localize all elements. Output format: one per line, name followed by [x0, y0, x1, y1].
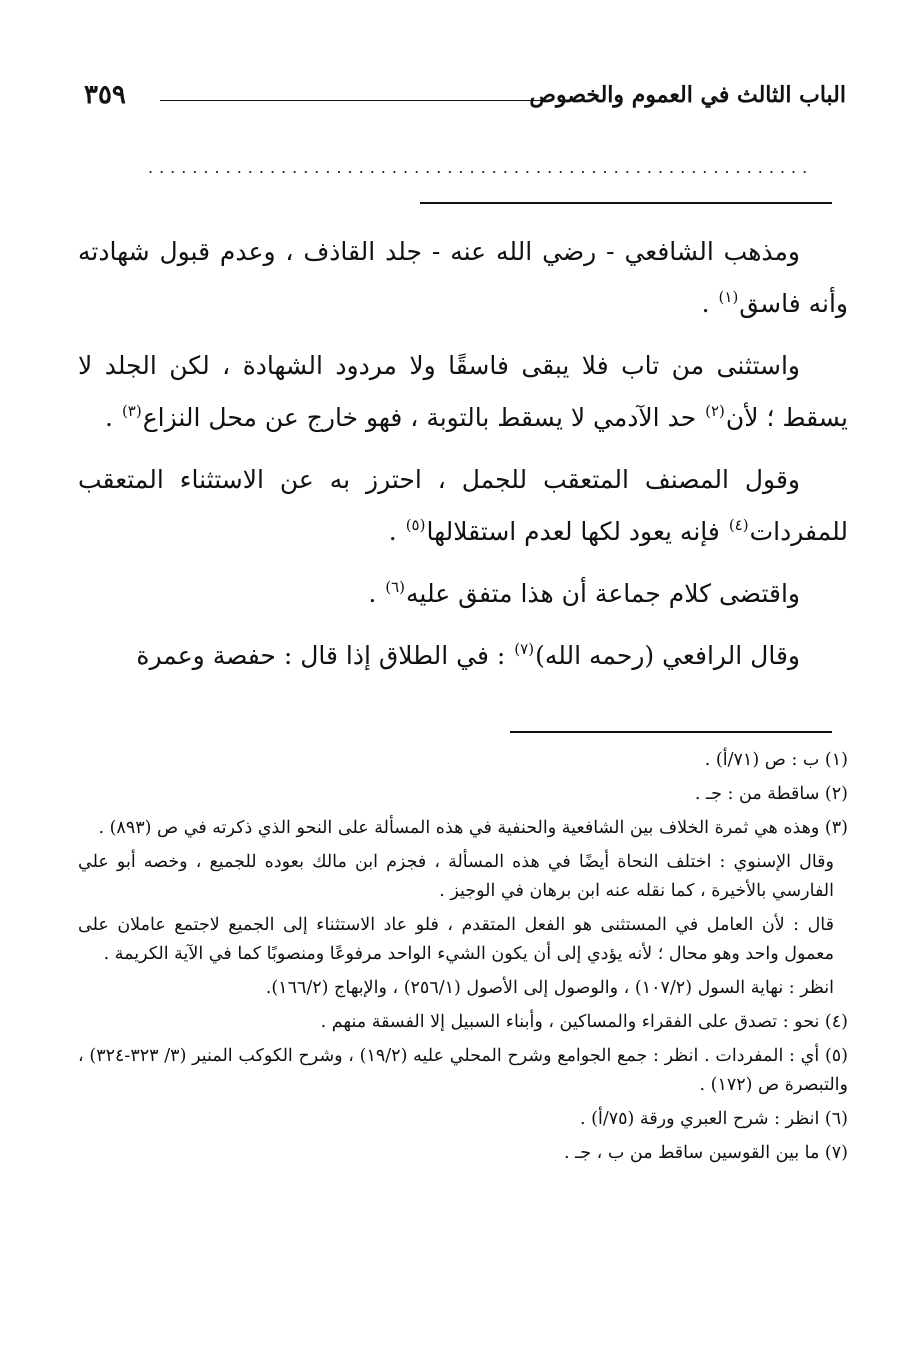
paragraph-5 [78, 630, 848, 682]
paragraph-1 [78, 226, 848, 330]
paragraph-4 [78, 568, 848, 620]
footnote-marker-4: (٤) [728, 516, 749, 534]
paragraph-3 [78, 454, 848, 558]
running-header-title: الباب الثالث في العموم والخصوص [529, 82, 846, 108]
paragraph-text: : في الطلاق إذا قال : حفصة وعمرة [136, 641, 514, 670]
footnote-marker-7: (٧) [514, 640, 535, 658]
footnote-5: (٥) أي : المفردات . انظر : جمع الجوامع وشرح المحلي عليه (١٩/٢) ، وشرح الكوكب المنير (٣/ ٣٢٣-٣٢٤) ، والتبصرة ص (١٧٢) . [78, 1046, 848, 1095]
footnote-marker-5: (٥) [405, 516, 426, 534]
footnote-marker-6: (٦) [385, 578, 406, 596]
paragraph-end: . [388, 517, 405, 546]
footnote-3: (٣) وهذه هي ثمرة الخلاف بين الشافعية والحنفية في هذه المسألة على النحو الذي ذكرته في ص (٨٩٣) . [98, 818, 848, 838]
paragraph-text: واستثنى من تاب فلا يبقى فاسقًا ولا مردود الشهادة ، لكن الجلد لا يسقط ؛ لأن [78, 351, 848, 432]
page-number: ٣٥٩ [84, 80, 126, 110]
paragraph-text: حد الآدمي لا يسقط بالتوبة ، فهو خارج عن محل النزاع [142, 403, 705, 432]
footnotes [78, 746, 848, 1173]
paragraph-text: واقتضى كلام جماعة أن هذا متفق عليه [406, 579, 800, 608]
paragraph-2 [78, 340, 848, 444]
footnote-3-isnawi: وقال الإسنوي : اختلف النحاة أيضًا في هذه المسألة ، فجزم ابن مالك بعوده للجميع ، وخصه أبو علي الفارسي بالأخيرة ، كما نقله عنه ابن برهان في الوجيز . [78, 852, 834, 901]
header-rule [160, 100, 550, 101]
footnote-marker-1: (١) [718, 288, 739, 306]
footnote-4: (٤) نحو : تصدق على الفقراء والمساكين ، وأبناء السبيل إلا الفسقة منهم . [320, 1012, 848, 1032]
top-rule [420, 202, 832, 204]
paragraph-text: ومذهب الشافعي - رضي الله عنه - جلد القاذف ، وعدم قبول شهادته وأنه فاسق [78, 237, 848, 318]
paragraph-end: . [701, 289, 718, 318]
footnote-marker-2: (٢) [705, 402, 725, 420]
footnote-3-references: انظر : نهاية السول (١٠٧/٢) ، والوصول إلى الأصول (٢٥٦/١) ، والإبهاج (١٦٦/٢). [265, 978, 834, 998]
paragraph-end: . [105, 403, 121, 432]
footnote-marker-3: (٣) [121, 402, 142, 420]
dotted-separator: ............................................................ [148, 158, 814, 177]
footnote-2: (٢) ساقطة من : جـ . [694, 784, 848, 804]
footnote-1: (١) ب : ص (٧١/أ) . [704, 750, 848, 770]
footnote-3-reason: قال : لأن العامل في المستثنى هو الفعل المتقدم ، فلو عاد الاستثناء إلى الجميع لاجتمع عاملان على معمول واحد وهو محال ؛ لأنه يؤدي إلى أن يكون الشيء الواحد مرفوعًا ومنصوبًا كما في الآية الكريمة . [78, 915, 834, 964]
paragraph-end: . [368, 579, 385, 608]
main-text [78, 226, 848, 692]
paragraph-text: وقال الرافعي (رحمه الله) [535, 641, 800, 670]
footnote-rule [510, 731, 832, 733]
paragraph-text: فإنه يعود لكها لعدم استقلالها [426, 517, 728, 546]
footnote-6: (٦) انظر : شرح العبري ورقة (٧٥/أ) . [580, 1109, 848, 1129]
footnote-7: (٧) ما بين القوسين ساقط من ب ، جـ . [564, 1143, 848, 1163]
paragraph-text: وقول المصنف المتعقب للجمل ، احترز به عن الاستثناء المتعقب للمفردات [78, 465, 848, 546]
